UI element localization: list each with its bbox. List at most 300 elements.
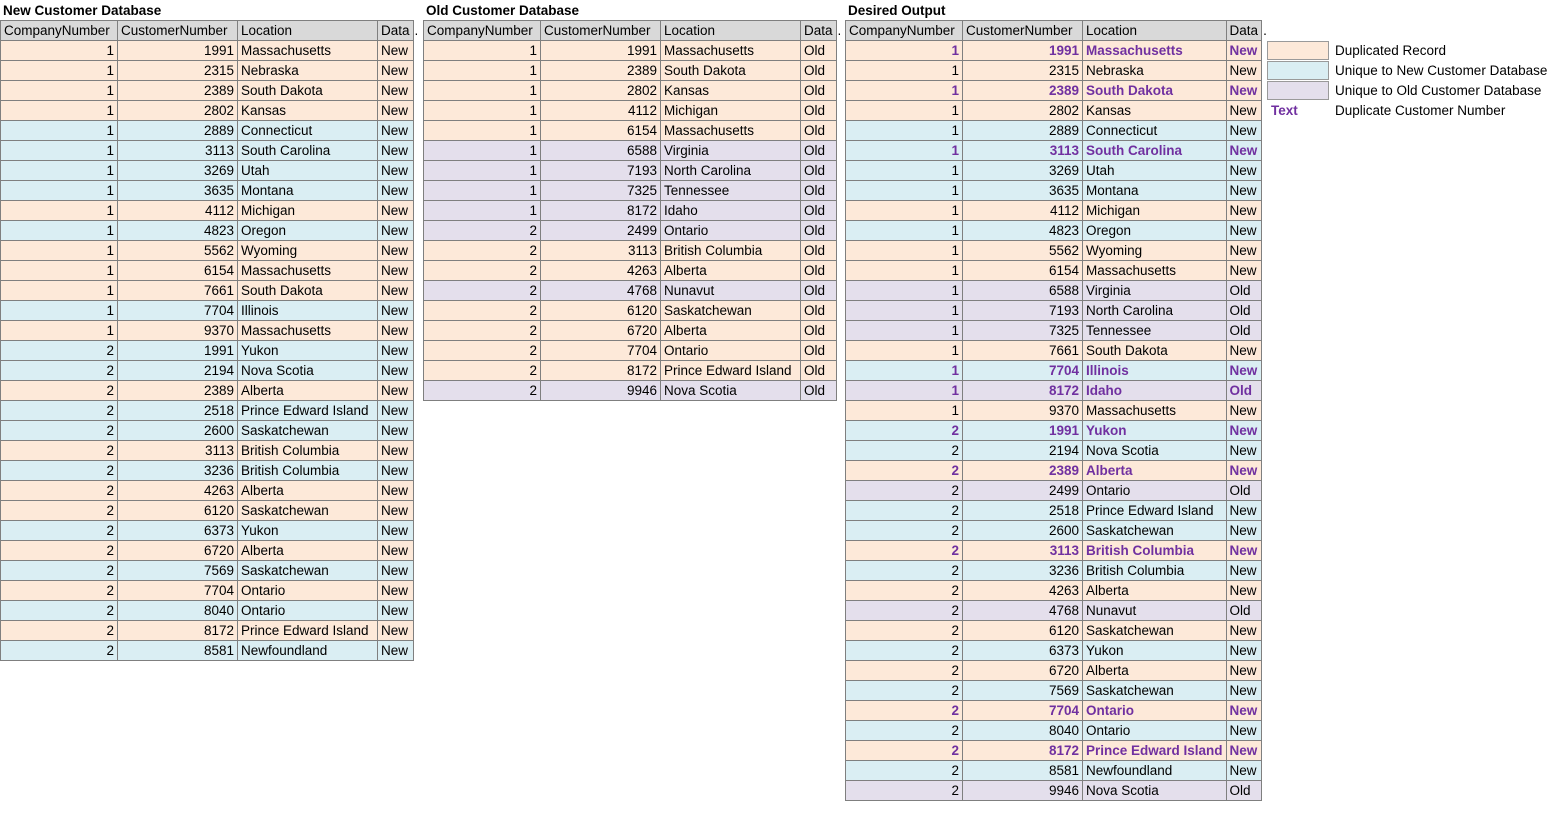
- cell-location[interactable]: Saskatchewan: [661, 301, 801, 321]
- cell-location[interactable]: Alberta: [1083, 581, 1227, 601]
- cell-customer-number[interactable]: 2315: [963, 61, 1083, 81]
- cell-data[interactable]: New: [378, 561, 414, 581]
- header-company-number[interactable]: CompanyNumber: [424, 21, 541, 41]
- cell-company-number[interactable]: 1: [846, 41, 963, 61]
- cell-data[interactable]: New: [1226, 401, 1262, 421]
- cell-customer-number[interactable]: 4768: [541, 281, 661, 301]
- cell-data[interactable]: New: [378, 161, 414, 181]
- cell-data[interactable]: New: [1226, 221, 1262, 241]
- cell-customer-number[interactable]: 3113: [963, 541, 1083, 561]
- cell-company-number[interactable]: 1: [1, 161, 118, 181]
- cell-data[interactable]: New: [1226, 121, 1262, 141]
- cell-company-number[interactable]: 2: [424, 221, 541, 241]
- cell-company-number[interactable]: 2: [424, 261, 541, 281]
- cell-company-number[interactable]: 1: [1, 261, 118, 281]
- cell-company-number[interactable]: 2: [846, 501, 963, 521]
- cell-company-number[interactable]: 2: [1, 521, 118, 541]
- cell-data[interactable]: New: [378, 521, 414, 541]
- cell-data[interactable]: New: [1226, 521, 1262, 541]
- cell-data[interactable]: New: [1226, 421, 1262, 441]
- cell-customer-number[interactable]: 2518: [963, 501, 1083, 521]
- header-customer-number[interactable]: CustomerNumber: [118, 21, 238, 41]
- cell-customer-number[interactable]: 1991: [118, 341, 238, 361]
- cell-data[interactable]: Old: [801, 101, 837, 121]
- cell-location[interactable]: Saskatchewan: [1083, 521, 1227, 541]
- cell-location[interactable]: Prince Edward Island: [661, 361, 801, 381]
- cell-location[interactable]: British Columbia: [238, 441, 378, 461]
- cell-customer-number[interactable]: 4263: [541, 261, 661, 281]
- cell-location[interactable]: Alberta: [238, 381, 378, 401]
- cell-location[interactable]: Idaho: [661, 201, 801, 221]
- cell-location[interactable]: Illinois: [1083, 361, 1227, 381]
- cell-data[interactable]: New: [1226, 441, 1262, 461]
- cell-company-number[interactable]: 2: [424, 321, 541, 341]
- cell-customer-number[interactable]: 8581: [118, 641, 238, 661]
- cell-company-number[interactable]: 1: [424, 121, 541, 141]
- cell-customer-number[interactable]: 6120: [118, 501, 238, 521]
- cell-customer-number[interactable]: 6720: [541, 321, 661, 341]
- cell-company-number[interactable]: 1: [424, 81, 541, 101]
- cell-location[interactable]: Kansas: [1083, 101, 1227, 121]
- cell-location[interactable]: Yukon: [238, 341, 378, 361]
- cell-data[interactable]: New: [1226, 661, 1262, 681]
- cell-company-number[interactable]: 1: [1, 281, 118, 301]
- cell-company-number[interactable]: 2: [846, 781, 963, 801]
- cell-location[interactable]: North Carolina: [661, 161, 801, 181]
- cell-customer-number[interactable]: 7704: [963, 701, 1083, 721]
- cell-data[interactable]: New: [1226, 461, 1262, 481]
- header-location[interactable]: Location: [661, 21, 801, 41]
- cell-data[interactable]: New: [1226, 581, 1262, 601]
- cell-data[interactable]: New: [378, 321, 414, 341]
- cell-data[interactable]: New: [378, 281, 414, 301]
- cell-company-number[interactable]: 2: [846, 481, 963, 501]
- cell-company-number[interactable]: 1: [1, 41, 118, 61]
- cell-customer-number[interactable]: 6720: [118, 541, 238, 561]
- cell-company-number[interactable]: 2: [846, 601, 963, 621]
- cell-customer-number[interactable]: 8040: [118, 601, 238, 621]
- cell-customer-number[interactable]: 1991: [541, 41, 661, 61]
- cell-location[interactable]: Ontario: [661, 341, 801, 361]
- cell-data[interactable]: New: [1226, 181, 1262, 201]
- cell-location[interactable]: Nova Scotia: [661, 381, 801, 401]
- cell-customer-number[interactable]: 5562: [118, 241, 238, 261]
- cell-customer-number[interactable]: 4112: [963, 201, 1083, 221]
- cell-data[interactable]: Old: [801, 201, 837, 221]
- cell-customer-number[interactable]: 6154: [541, 121, 661, 141]
- cell-data[interactable]: Old: [801, 321, 837, 341]
- cell-company-number[interactable]: 1: [1, 81, 118, 101]
- cell-location[interactable]: Virginia: [661, 141, 801, 161]
- cell-location[interactable]: Massachusetts: [661, 41, 801, 61]
- cell-data[interactable]: New: [378, 341, 414, 361]
- cell-data[interactable]: New: [378, 261, 414, 281]
- cell-location[interactable]: Ontario: [238, 581, 378, 601]
- cell-data[interactable]: New: [1226, 621, 1262, 641]
- cell-company-number[interactable]: 2: [1, 361, 118, 381]
- cell-customer-number[interactable]: 7193: [541, 161, 661, 181]
- cell-location[interactable]: Alberta: [661, 321, 801, 341]
- cell-data[interactable]: Old: [801, 361, 837, 381]
- cell-company-number[interactable]: 2: [424, 361, 541, 381]
- cell-location[interactable]: Montana: [238, 181, 378, 201]
- cell-location[interactable]: Saskatchewan: [1083, 681, 1227, 701]
- cell-customer-number[interactable]: 2194: [963, 441, 1083, 461]
- cell-location[interactable]: Nova Scotia: [1083, 781, 1227, 801]
- cell-location[interactable]: Alberta: [1083, 461, 1227, 481]
- cell-data[interactable]: Old: [801, 61, 837, 81]
- cell-company-number[interactable]: 1: [846, 101, 963, 121]
- cell-data[interactable]: Old: [1226, 481, 1262, 501]
- cell-company-number[interactable]: 1: [1, 201, 118, 221]
- cell-data[interactable]: New: [1226, 641, 1262, 661]
- cell-data[interactable]: Old: [801, 161, 837, 181]
- cell-customer-number[interactable]: 6373: [118, 521, 238, 541]
- cell-location[interactable]: Tennessee: [1083, 321, 1227, 341]
- cell-data[interactable]: Old: [801, 121, 837, 141]
- cell-customer-number[interactable]: 3635: [118, 181, 238, 201]
- header-company-number[interactable]: CompanyNumber: [1, 21, 118, 41]
- cell-customer-number[interactable]: 7193: [963, 301, 1083, 321]
- cell-data[interactable]: New: [1226, 741, 1262, 761]
- cell-company-number[interactable]: 2: [846, 521, 963, 541]
- cell-data[interactable]: New: [378, 461, 414, 481]
- cell-company-number[interactable]: 2: [846, 461, 963, 481]
- cell-customer-number[interactable]: 2600: [118, 421, 238, 441]
- cell-customer-number[interactable]: 3113: [963, 141, 1083, 161]
- cell-company-number[interactable]: 1: [424, 61, 541, 81]
- cell-data[interactable]: New: [1226, 241, 1262, 261]
- cell-customer-number[interactable]: 1991: [963, 41, 1083, 61]
- cell-data[interactable]: New: [378, 441, 414, 461]
- cell-data[interactable]: New: [1226, 561, 1262, 581]
- cell-location[interactable]: Ontario: [1083, 701, 1227, 721]
- cell-data[interactable]: New: [378, 421, 414, 441]
- cell-customer-number[interactable]: 2802: [541, 81, 661, 101]
- cell-customer-number[interactable]: 2802: [118, 101, 238, 121]
- cell-customer-number[interactable]: 3113: [118, 141, 238, 161]
- cell-customer-number[interactable]: 2600: [963, 521, 1083, 541]
- cell-location[interactable]: Ontario: [238, 601, 378, 621]
- cell-company-number[interactable]: 2: [1, 341, 118, 361]
- cell-data[interactable]: New: [1226, 141, 1262, 161]
- cell-location[interactable]: Oregon: [238, 221, 378, 241]
- cell-company-number[interactable]: 1: [1, 141, 118, 161]
- cell-data[interactable]: New: [378, 41, 414, 61]
- cell-data[interactable]: New: [378, 121, 414, 141]
- header-company-number[interactable]: CompanyNumber: [846, 21, 963, 41]
- cell-customer-number[interactable]: 7325: [541, 181, 661, 201]
- cell-customer-number[interactable]: 7704: [118, 301, 238, 321]
- cell-location[interactable]: Wyoming: [238, 241, 378, 261]
- cell-data[interactable]: New: [378, 361, 414, 381]
- cell-company-number[interactable]: 2: [1, 561, 118, 581]
- cell-customer-number[interactable]: 2389: [118, 381, 238, 401]
- cell-data[interactable]: Old: [1226, 301, 1262, 321]
- cell-customer-number[interactable]: 8172: [541, 201, 661, 221]
- cell-customer-number[interactable]: 3635: [963, 181, 1083, 201]
- cell-data[interactable]: Old: [801, 341, 837, 361]
- cell-data[interactable]: Old: [801, 141, 837, 161]
- cell-location[interactable]: Michigan: [661, 101, 801, 121]
- cell-company-number[interactable]: 2: [846, 741, 963, 761]
- cell-data[interactable]: New: [378, 581, 414, 601]
- cell-customer-number[interactable]: 2194: [118, 361, 238, 381]
- cell-company-number[interactable]: 2: [1, 381, 118, 401]
- cell-data[interactable]: New: [378, 381, 414, 401]
- cell-customer-number[interactable]: 2315: [118, 61, 238, 81]
- cell-customer-number[interactable]: 9946: [963, 781, 1083, 801]
- cell-customer-number[interactable]: 7325: [963, 321, 1083, 341]
- cell-location[interactable]: Nunavut: [1083, 601, 1227, 621]
- cell-location[interactable]: Kansas: [238, 101, 378, 121]
- cell-location[interactable]: Massachusetts: [1083, 401, 1227, 421]
- cell-company-number[interactable]: 2: [1, 461, 118, 481]
- cell-data[interactable]: New: [1226, 201, 1262, 221]
- cell-data[interactable]: New: [1226, 41, 1262, 61]
- cell-company-number[interactable]: 1: [846, 61, 963, 81]
- cell-data[interactable]: New: [1226, 761, 1262, 781]
- cell-company-number[interactable]: 2: [1, 581, 118, 601]
- cell-data[interactable]: New: [378, 81, 414, 101]
- cell-company-number[interactable]: 2: [846, 621, 963, 641]
- cell-customer-number[interactable]: 8172: [963, 381, 1083, 401]
- cell-customer-number[interactable]: 7704: [118, 581, 238, 601]
- cell-data[interactable]: Old: [1226, 601, 1262, 621]
- cell-company-number[interactable]: 2: [846, 441, 963, 461]
- cell-data[interactable]: New: [378, 61, 414, 81]
- cell-location[interactable]: Massachusetts: [238, 321, 378, 341]
- cell-company-number[interactable]: 1: [424, 141, 541, 161]
- cell-location[interactable]: Prince Edward Island: [1083, 501, 1227, 521]
- cell-company-number[interactable]: 1: [846, 181, 963, 201]
- cell-location[interactable]: British Columbia: [238, 461, 378, 481]
- cell-data[interactable]: Old: [801, 181, 837, 201]
- cell-data[interactable]: New: [378, 301, 414, 321]
- cell-data[interactable]: New: [378, 101, 414, 121]
- cell-location[interactable]: South Carolina: [1083, 141, 1227, 161]
- cell-location[interactable]: Idaho: [1083, 381, 1227, 401]
- header-location[interactable]: Location: [238, 21, 378, 41]
- cell-company-number[interactable]: 2: [846, 661, 963, 681]
- cell-customer-number[interactable]: 6588: [541, 141, 661, 161]
- cell-company-number[interactable]: 2: [846, 641, 963, 661]
- cell-data[interactable]: New: [378, 641, 414, 661]
- cell-company-number[interactable]: 1: [846, 201, 963, 221]
- cell-customer-number[interactable]: 2518: [118, 401, 238, 421]
- header-data[interactable]: Data: [801, 21, 837, 41]
- cell-location[interactable]: British Columbia: [1083, 541, 1227, 561]
- cell-location[interactable]: Tennessee: [661, 181, 801, 201]
- cell-data[interactable]: New: [378, 481, 414, 501]
- cell-company-number[interactable]: 1: [424, 41, 541, 61]
- cell-customer-number[interactable]: 2389: [118, 81, 238, 101]
- cell-company-number[interactable]: 2: [424, 281, 541, 301]
- cell-customer-number[interactable]: 8040: [963, 721, 1083, 741]
- cell-customer-number[interactable]: 4263: [963, 581, 1083, 601]
- cell-data[interactable]: Old: [1226, 381, 1262, 401]
- cell-location[interactable]: South Dakota: [238, 281, 378, 301]
- cell-company-number[interactable]: 1: [846, 321, 963, 341]
- cell-location[interactable]: South Carolina: [238, 141, 378, 161]
- cell-location[interactable]: Saskatchewan: [238, 501, 378, 521]
- cell-company-number[interactable]: 1: [846, 161, 963, 181]
- cell-data[interactable]: New: [378, 621, 414, 641]
- cell-customer-number[interactable]: 2389: [963, 81, 1083, 101]
- cell-location[interactable]: Prince Edward Island: [238, 401, 378, 421]
- cell-location[interactable]: Connecticut: [238, 121, 378, 141]
- cell-customer-number[interactable]: 3113: [541, 241, 661, 261]
- cell-location[interactable]: South Dakota: [238, 81, 378, 101]
- cell-location[interactable]: Massachusetts: [238, 261, 378, 281]
- cell-location[interactable]: Prince Edward Island: [1083, 741, 1227, 761]
- header-location[interactable]: Location: [1083, 21, 1227, 41]
- cell-location[interactable]: Newfoundland: [238, 641, 378, 661]
- cell-company-number[interactable]: 1: [846, 241, 963, 261]
- cell-data[interactable]: New: [378, 241, 414, 261]
- cell-data[interactable]: New: [1226, 541, 1262, 561]
- cell-data[interactable]: Old: [801, 301, 837, 321]
- cell-data[interactable]: New: [1226, 261, 1262, 281]
- cell-company-number[interactable]: 2: [1, 621, 118, 641]
- cell-location[interactable]: Nebraska: [238, 61, 378, 81]
- cell-customer-number[interactable]: 3269: [118, 161, 238, 181]
- cell-location[interactable]: Oregon: [1083, 221, 1227, 241]
- cell-company-number[interactable]: 1: [424, 161, 541, 181]
- cell-location[interactable]: Alberta: [661, 261, 801, 281]
- cell-location[interactable]: Saskatchewan: [238, 561, 378, 581]
- cell-location[interactable]: Nova Scotia: [238, 361, 378, 381]
- cell-location[interactable]: Montana: [1083, 181, 1227, 201]
- cell-company-number[interactable]: 2: [424, 301, 541, 321]
- cell-customer-number[interactable]: 6720: [963, 661, 1083, 681]
- header-data[interactable]: Data: [1226, 21, 1262, 41]
- cell-data[interactable]: New: [1226, 681, 1262, 701]
- cell-customer-number[interactable]: 4112: [118, 201, 238, 221]
- cell-customer-number[interactable]: 3113: [118, 441, 238, 461]
- cell-location[interactable]: North Carolina: [1083, 301, 1227, 321]
- cell-data[interactable]: Old: [1226, 281, 1262, 301]
- cell-data[interactable]: New: [378, 221, 414, 241]
- cell-company-number[interactable]: 2: [1, 501, 118, 521]
- cell-data[interactable]: New: [378, 201, 414, 221]
- cell-customer-number[interactable]: 4263: [118, 481, 238, 501]
- cell-company-number[interactable]: 2: [846, 761, 963, 781]
- cell-location[interactable]: Yukon: [238, 521, 378, 541]
- cell-location[interactable]: Nova Scotia: [1083, 441, 1227, 461]
- cell-customer-number[interactable]: 2499: [963, 481, 1083, 501]
- cell-location[interactable]: Yukon: [1083, 641, 1227, 661]
- cell-location[interactable]: South Dakota: [1083, 81, 1227, 101]
- cell-customer-number[interactable]: 9946: [541, 381, 661, 401]
- cell-company-number[interactable]: 2: [1, 601, 118, 621]
- cell-location[interactable]: Illinois: [238, 301, 378, 321]
- cell-company-number[interactable]: 2: [1, 541, 118, 561]
- cell-data[interactable]: Old: [1226, 321, 1262, 341]
- cell-company-number[interactable]: 1: [1, 241, 118, 261]
- cell-customer-number[interactable]: 6154: [118, 261, 238, 281]
- cell-customer-number[interactable]: 8581: [963, 761, 1083, 781]
- cell-company-number[interactable]: 1: [1, 321, 118, 341]
- cell-data[interactable]: New: [378, 401, 414, 421]
- cell-location[interactable]: Alberta: [238, 541, 378, 561]
- cell-company-number[interactable]: 2: [846, 721, 963, 741]
- cell-data[interactable]: Old: [801, 41, 837, 61]
- cell-customer-number[interactable]: 3236: [118, 461, 238, 481]
- cell-company-number[interactable]: 2: [1, 421, 118, 441]
- cell-company-number[interactable]: 2: [1, 641, 118, 661]
- cell-data[interactable]: New: [378, 501, 414, 521]
- cell-company-number[interactable]: 2: [1, 441, 118, 461]
- cell-location[interactable]: British Columbia: [661, 241, 801, 261]
- cell-customer-number[interactable]: 3236: [963, 561, 1083, 581]
- cell-company-number[interactable]: 1: [846, 401, 963, 421]
- cell-data[interactable]: Old: [801, 241, 837, 261]
- cell-customer-number[interactable]: 7569: [118, 561, 238, 581]
- cell-location[interactable]: Kansas: [661, 81, 801, 101]
- header-customer-number[interactable]: CustomerNumber: [963, 21, 1083, 41]
- cell-customer-number[interactable]: 8172: [541, 361, 661, 381]
- cell-customer-number[interactable]: 7569: [963, 681, 1083, 701]
- cell-customer-number[interactable]: 6588: [963, 281, 1083, 301]
- cell-customer-number[interactable]: 9370: [963, 401, 1083, 421]
- cell-location[interactable]: Saskatchewan: [1083, 621, 1227, 641]
- cell-customer-number[interactable]: 1991: [118, 41, 238, 61]
- cell-customer-number[interactable]: 8172: [118, 621, 238, 641]
- cell-customer-number[interactable]: 7661: [963, 341, 1083, 361]
- cell-data[interactable]: New: [1226, 721, 1262, 741]
- cell-customer-number[interactable]: 2802: [963, 101, 1083, 121]
- cell-data[interactable]: Old: [1226, 781, 1262, 801]
- cell-data[interactable]: New: [1226, 101, 1262, 121]
- cell-company-number[interactable]: 2: [424, 381, 541, 401]
- cell-customer-number[interactable]: 2499: [541, 221, 661, 241]
- cell-location[interactable]: Michigan: [238, 201, 378, 221]
- cell-customer-number[interactable]: 3269: [963, 161, 1083, 181]
- cell-company-number[interactable]: 1: [1, 301, 118, 321]
- cell-data[interactable]: Old: [801, 261, 837, 281]
- cell-customer-number[interactable]: 2889: [963, 121, 1083, 141]
- cell-data[interactable]: New: [1226, 701, 1262, 721]
- cell-location[interactable]: Ontario: [1083, 721, 1227, 741]
- cell-customer-number[interactable]: 1991: [963, 421, 1083, 441]
- cell-company-number[interactable]: 2: [424, 341, 541, 361]
- cell-company-number[interactable]: 1: [846, 341, 963, 361]
- cell-location[interactable]: Connecticut: [1083, 121, 1227, 141]
- cell-location[interactable]: Prince Edward Island: [238, 621, 378, 641]
- header-customer-number[interactable]: CustomerNumber: [541, 21, 661, 41]
- cell-location[interactable]: South Dakota: [661, 61, 801, 81]
- cell-company-number[interactable]: 2: [1, 481, 118, 501]
- cell-location[interactable]: Ontario: [661, 221, 801, 241]
- cell-customer-number[interactable]: 4112: [541, 101, 661, 121]
- cell-company-number[interactable]: 1: [846, 261, 963, 281]
- cell-data[interactable]: New: [1226, 341, 1262, 361]
- cell-company-number[interactable]: 2: [424, 241, 541, 261]
- cell-location[interactable]: Massachusetts: [661, 121, 801, 141]
- cell-data[interactable]: New: [1226, 501, 1262, 521]
- cell-customer-number[interactable]: 8172: [963, 741, 1083, 761]
- cell-location[interactable]: Ontario: [1083, 481, 1227, 501]
- cell-company-number[interactable]: 2: [846, 421, 963, 441]
- cell-company-number[interactable]: 2: [846, 701, 963, 721]
- cell-location[interactable]: British Columbia: [1083, 561, 1227, 581]
- cell-data[interactable]: Old: [801, 81, 837, 101]
- cell-data[interactable]: New: [378, 141, 414, 161]
- cell-customer-number[interactable]: 2389: [963, 461, 1083, 481]
- cell-company-number[interactable]: 1: [846, 221, 963, 241]
- cell-location[interactable]: Massachusetts: [1083, 261, 1227, 281]
